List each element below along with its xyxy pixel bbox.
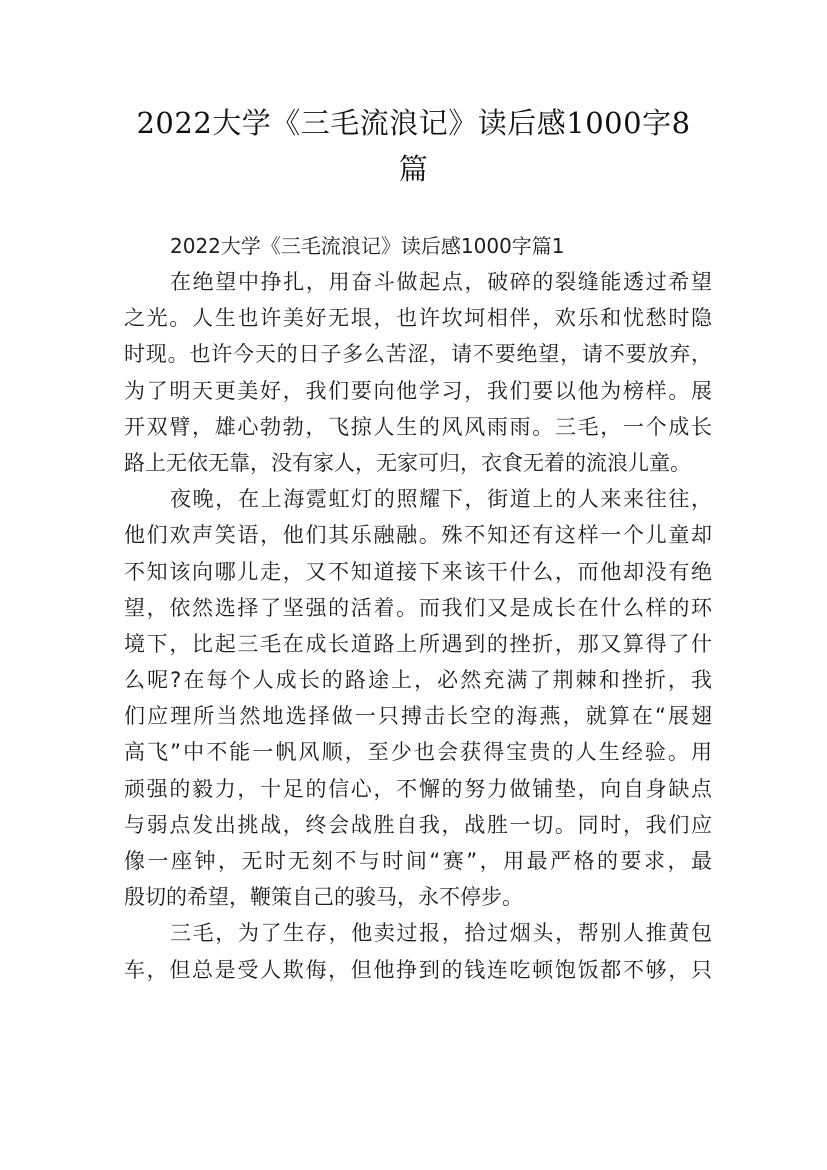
- paragraph-1: [124, 264, 712, 481]
- text-line: 高飞”中不能一帆风顺，至少也会获得宝贵的人生经验。用: [124, 740, 712, 765]
- text-line: 三毛，为了生存，他卖过报，拾过烟头，帮别人推黄包: [170, 921, 712, 946]
- text-line: 像一座钟，无时无刻不与时间“赛”，用最严格的要求，最: [124, 849, 712, 873]
- text-line: 在绝望中挣扎，用奋斗做起点，破碎的裂缝能透过希望: [170, 270, 712, 294]
- text-line: 开双臂，雄心勃勃，飞掠人生的风风雨雨。三毛，一个成长: [124, 414, 712, 439]
- title-line-2: 篇: [398, 152, 429, 186]
- text-line: 与弱点发出挑战，终会战胜自我，战胜一切。同时，我们应: [124, 812, 712, 837]
- text-line: 们应理所当然地选择做一只搏击长空的海燕，就算在“展翅: [124, 704, 712, 729]
- text-line: 之光。人生也许美好无垠，也许坎坷相伴，欢乐和忧愁时隐: [124, 306, 712, 331]
- text-line: 时现。也许今天的日子多么苦涩，请不要绝望，请不要放弃，: [124, 342, 712, 367]
- document-body: [124, 228, 712, 988]
- text-line: 他们欢声笑语，他们其乐融融。殊不知还有这样一个儿童却: [124, 523, 712, 548]
- title-line-1: 2022大学《三毛流浪记》读后感1000字8: [136, 106, 691, 140]
- text-line: 望，依然选择了坚强的活着。而我们又是成长在什么样的环: [124, 595, 712, 620]
- section-heading: 2022大学《三毛流浪记》读后感1000字篇1: [170, 234, 565, 258]
- text-line: 路上无依无靠，没有家人，无家可归，衣食无着的流浪儿童。: [124, 450, 691, 475]
- text-line: 顽强的毅力，十足的信心，不懈的努力做铺垫，向自身缺点: [124, 776, 712, 801]
- text-line: 殷切的希望，鞭策自己的骏马，永不停步。: [124, 885, 523, 910]
- paragraph-3: [124, 915, 712, 987]
- text-line: 车，但总是受人欺侮，但他挣到的钱连吃顿饱饭都不够，只: [124, 957, 712, 982]
- text-line: 不知该向哪儿走，又不知道接下来该干什么，而他却没有绝: [124, 559, 712, 584]
- text-line: 么呢?在每个人成长的路途上，必然充满了荆棘和挫折，我: [124, 668, 712, 693]
- document-title: [110, 100, 717, 192]
- text-line: 为了明天更美好，我们要向他学习，我们要以他为榜样。展: [124, 378, 712, 403]
- text-line: 夜晚，在上海霓虹灯的照耀下，街道上的人来来往往，: [170, 487, 712, 512]
- text-line: 境下，比起三毛在成长道路上所遇到的挫折，那又算得了什: [124, 631, 712, 656]
- paragraph-2: [124, 481, 712, 915]
